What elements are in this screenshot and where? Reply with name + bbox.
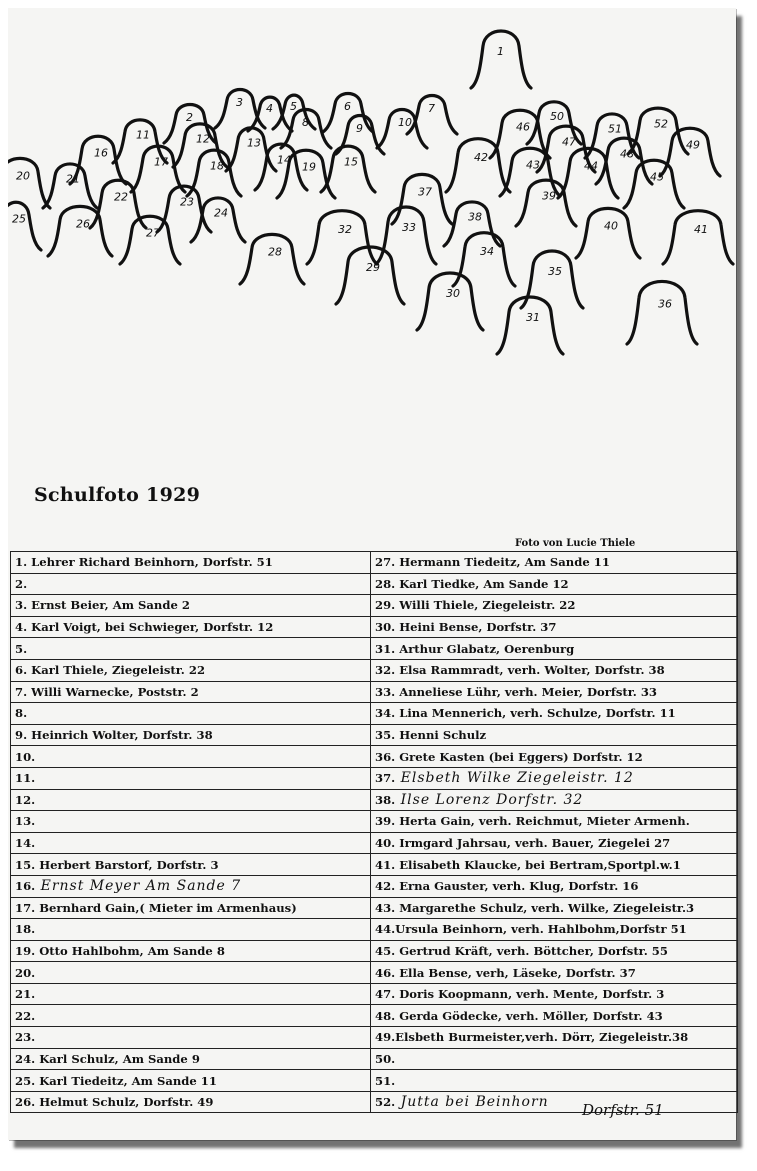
person-outline [48,206,112,256]
roster-cell [371,659,738,681]
roster-row [11,811,738,833]
person-number-label: 33 [402,221,416,234]
person-number-label: 46 [516,120,530,134]
handwritten-entry: Elsbeth Wilke Ziegeleistr. 12 [395,770,634,787]
roster-entry-text: 2. [15,576,28,591]
roster-cell [11,832,371,854]
roster-cell [11,854,371,876]
roster-cell [11,1027,371,1049]
roster-entry-text: 48. Gerda Gödecke, verh. Möller, Dorfstr. 43 [375,1008,663,1023]
roster-entry-text: 18. [15,922,36,937]
roster-entry-text: 6. Karl Thiele, Ziegeleistr. 22 [15,663,206,678]
person-number-label: 43 [526,158,540,172]
person-outline [497,297,563,354]
person-number-label: 39 [542,189,556,203]
person-number-label: 25 [12,212,26,226]
roster-row [11,746,738,768]
person-number-label: 3 [236,96,243,109]
roster-cell [371,552,738,574]
roster-cell [11,573,371,595]
person-outline [576,208,640,258]
roster-entry-text: 9. Heinrich Wolter, Dorfstr. 38 [15,728,213,743]
roster-row [11,681,738,703]
person-number-label: 38 [468,210,482,224]
person-number-label: 51 [608,122,622,136]
roster-cell [371,746,738,768]
handwritten-address-note: Dorfstr. 51 [582,1101,664,1119]
roster-row [11,1048,738,1070]
roster-entry-text: 49.Elsbeth Burmeister,verh. Dörr, Ziegeleistr.38 [375,1030,689,1045]
roster-cell [371,616,738,638]
roster-cell [371,1005,738,1027]
person-outline [376,207,436,264]
roster-cell [11,681,371,703]
person-outline [8,202,41,250]
roster-cell [11,746,371,768]
person-outline [321,146,375,192]
person-number-label: 42 [474,151,488,165]
roster-entry-text: 17. Bernhard Gain,( Mieter im Armenhaus) [15,900,297,915]
person-number-label: 5 [290,99,297,113]
roster-cell [371,681,738,703]
roster-entry-text: 22. [15,1008,36,1023]
person-number-label: 35 [548,265,562,278]
roster-cell [11,616,371,638]
person-number-label: 40 [604,219,618,233]
person-number-label: 21 [66,172,80,186]
roster-cell [11,1048,371,1070]
person-outline [120,216,180,264]
roster-entry-text: 38. [375,792,396,807]
person-number-label: 11 [136,128,150,142]
roster-entry-text: 41. Elisabeth Klaucke, bei Bertram,Sportpl.w.1 [375,857,681,872]
handwritten-entry: Ilse Lorenz Dorfstr. 32 [395,791,584,808]
roster-row [11,1005,738,1027]
roster-cell [371,595,738,617]
person-outline [521,251,583,308]
person-number-label: 36 [658,297,672,311]
person-outline [663,211,733,264]
person-outline [240,234,304,284]
roster-entry-text: 10. [15,749,36,764]
roster-cell [11,789,371,811]
document-page [8,8,736,1140]
roster-entry-text: 51. [375,1073,396,1088]
handwritten-entry: Ernst Meyer Am Sande 7 [35,878,242,895]
roster-row [11,1027,738,1049]
person-number-label: 28 [268,245,282,259]
roster-entry-text: 24. Karl Schulz, Am Sande 9 [15,1051,200,1066]
person-outline [624,160,684,208]
roster-row [11,638,738,660]
roster-entry-text: 47. Doris Koopmann, verh. Mente, Dorfstr. 3 [375,987,665,1002]
person-outline [516,180,576,226]
roster-cell [11,1070,371,1092]
roster-row [11,552,738,574]
roster-row [11,595,738,617]
person-number-label: 19 [302,160,316,174]
person-outline [471,31,531,88]
roster-cell [11,983,371,1005]
person-outline [307,211,377,264]
person-number-label: 8 [302,116,309,129]
roster-entry-text: 1. Lehrer Richard Beinhorn, Dorfstr. 51 [15,555,273,570]
person-number-label: 17 [154,155,168,169]
person-number-label: 14 [277,153,291,167]
person-number-label: 9 [356,122,363,135]
roster-row [11,767,738,789]
person-number-label: 1 [497,45,504,58]
roster-cell [11,659,371,681]
roster-entry-text: 36. Grete Kasten (bei Eggers) Dorfstr. 12 [375,749,643,764]
person-number-label: 45 [650,170,664,184]
roster-row [11,1070,738,1092]
roster-entry-text: 12. [15,792,36,807]
roster-cell [11,703,371,725]
roster-cell [371,962,738,984]
roster-cell [371,638,738,660]
roster-entry-text: 25. Karl Tiedeitz, Am Sande 11 [15,1073,217,1088]
person-number-label: 6 [344,100,351,113]
person-number-label: 50 [550,109,564,123]
roster-entry-text: 29. Willi Thiele, Ziegeleistr. 22 [375,598,576,613]
roster-entry-text: 33. Anneliese Lühr, verh. Meier, Dorfstr. 33 [375,684,657,699]
roster-entry-text: 43. Margarethe Schulz, verh. Wilke, Ziegeleistr.3 [375,900,695,915]
roster-table [10,551,738,1113]
person-number-label: 4 [266,101,273,115]
person-number-label: 7 [428,102,435,115]
roster-entry-text: 21. [15,987,36,1002]
person-number-label: 44 [584,159,598,173]
roster-entry-text: 52. [375,1095,396,1110]
roster-entry-text: 34. Lina Mennerich, verh. Schulze, Dorfstr. 11 [375,706,676,721]
roster-entry-text: 19. Otto Hahlbohm, Am Sande 8 [15,943,225,958]
roster-entry-text: 28. Karl Tiedke, Am Sande 12 [375,576,569,591]
roster-entry-text: 11. [15,771,36,786]
person-number-label: 47 [562,135,576,149]
person-outline [627,281,697,344]
roster-cell [11,767,371,789]
roster-cell [371,1048,738,1070]
roster-entry-text: 15. Herbert Barstorf, Dorfstr. 3 [15,857,219,872]
roster-row [11,724,738,746]
roster-cell [11,1005,371,1027]
roster-row [11,616,738,638]
person-number-label: 24 [214,206,228,220]
person-number-label: 27 [146,226,160,240]
roster-cell [11,875,371,897]
person-outline [131,146,185,192]
roster-row [11,789,738,811]
person-outline [453,233,515,286]
roster-row [11,875,738,897]
roster-entry-text: 50. [375,1051,396,1066]
person-number-label: 31 [526,311,540,324]
roster-entry-text: 14. [15,836,36,851]
roster-entry-text: 5. [15,641,28,656]
class-photo-outline-sketch [8,8,748,368]
roster-row [11,940,738,962]
person-outline [43,164,97,208]
roster-entry-text: 44.Ursula Beinhorn, verh. Hahlbohm,Dorfstr 51 [375,922,687,937]
person-number-label: 52 [654,117,668,131]
roster-cell [11,595,371,617]
person-outline [8,158,50,208]
person-number-label: 12 [196,132,210,146]
roster-cell [11,962,371,984]
roster-cell [371,1070,738,1092]
roster-cell [371,897,738,919]
roster-entry-text: 3. Ernst Beier, Am Sande 2 [15,598,190,613]
roster-cell [371,1027,738,1049]
roster-entry-text: 37. [375,771,396,786]
roster-row [11,962,738,984]
roster-entry-text: 35. Henni Schulz [375,728,487,743]
roster-cell [371,573,738,595]
roster-cell [371,983,738,1005]
roster-cell [371,940,738,962]
roster-entry-text: 42. Erna Gauster, verh. Klug, Dorfstr. 16 [375,879,639,894]
roster-entry-text: 32. Elsa Rammradt, verh. Wolter, Dorfstr. 38 [375,663,665,678]
roster-cell [371,724,738,746]
roster-cell [371,767,738,789]
person-number-label: 32 [338,223,352,237]
roster-entry-text: 7. Willi Warnecke, Poststr. 2 [15,684,199,699]
person-number-label: 30 [446,287,460,300]
roster-cell [11,919,371,941]
roster-entry-text: 13. [15,814,36,829]
roster-entry-text: 4. Karl Voigt, bei Schwieger, Dorfstr. 12 [15,620,274,635]
roster-entry-text: 31. Arthur Glabatz, Oerenburg [375,641,575,656]
person-number-label: 22 [114,190,128,204]
person-number-label: 49 [686,138,700,152]
roster-cell [371,789,738,811]
roster-entry-text: 27. Hermann Tiedeitz, Am Sande 11 [375,555,610,570]
roster-cell [371,1091,738,1113]
roster-row [11,854,738,876]
photo-credit: Foto von Lucie Thiele [515,538,636,549]
roster-cell [11,724,371,746]
roster-entry-text: 20. [15,965,36,980]
roster-entry-text: 8. [15,706,28,721]
roster-cell [11,940,371,962]
roster-cell [371,854,738,876]
roster-cell [11,1091,371,1113]
roster-row [11,703,738,725]
roster-cell [11,811,371,833]
person-number-label: 34 [480,245,494,259]
roster-cell [371,875,738,897]
person-number-label: 41 [694,223,708,237]
person-number-label: 23 [180,195,194,209]
person-number-label: 20 [16,169,30,183]
roster-entry-text: 39. Herta Gain, verh. Reichmut, Mieter Armenh. [375,814,690,829]
roster-entry-text: 45. Gertrud Kräft, verh. Böttcher, Dorfstr. 55 [375,943,668,958]
document-title: Schulfoto 1929 [34,484,201,506]
roster-cell [11,552,371,574]
person-number-label: 29 [366,261,380,274]
roster-cell [371,811,738,833]
roster-row [11,983,738,1005]
roster-cell [371,832,738,854]
roster-cell [371,703,738,725]
roster-entry-text: 46. Ella Bense, verh, Läseke, Dorfstr. 37 [375,965,636,980]
person-outline [446,139,510,192]
roster-entry-text: 23. [15,1030,36,1045]
person-number-label: 13 [247,136,261,150]
person-number-label: 26 [76,217,90,231]
roster-cell [371,919,738,941]
roster-entry-text: 30. Heini Bense, Dorfstr. 37 [375,620,557,635]
person-number-label: 37 [418,185,432,199]
person-number-label: 10 [398,116,412,129]
person-number-label: 2 [186,111,193,124]
person-outline [628,108,688,154]
roster-cell [11,638,371,660]
roster-cell [11,897,371,919]
roster-entry-text: 40. Irmgard Jahrsau, verh. Bauer, Ziegelei 27 [375,836,671,851]
roster-row [11,832,738,854]
roster-entry-text: 26. Helmut Schulz, Dorfstr. 49 [15,1095,214,1110]
handwritten-entry: Jutta bei Beinhorn [395,1094,549,1111]
roster-row [11,897,738,919]
person-outline [417,273,483,330]
roster-row [11,659,738,681]
person-number-label: 48 [620,147,634,161]
person-number-label: 15 [344,155,358,169]
roster-entry-text: 16. [15,879,36,894]
roster-row [11,919,738,941]
person-number-label: 18 [210,159,224,173]
roster-row [11,573,738,595]
person-number-label: 16 [94,146,108,160]
